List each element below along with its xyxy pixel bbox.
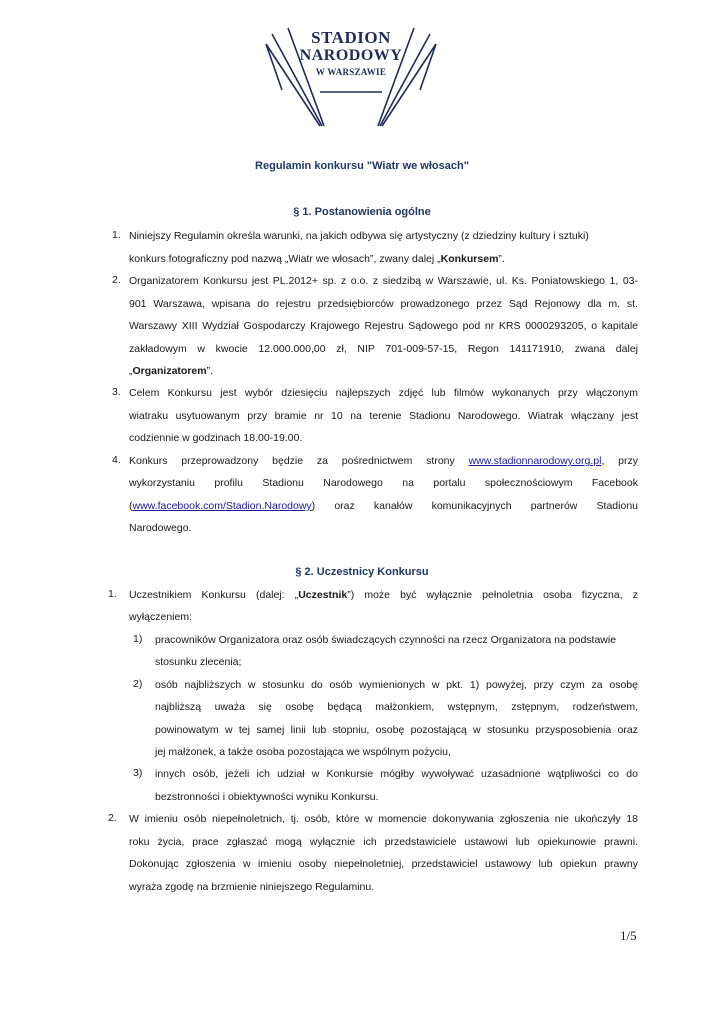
paragraph-line: stosunku zlecenia; — [155, 656, 242, 668]
paragraph-line: Narodowego. — [129, 522, 192, 534]
paragraph-line: Konkurs przeprowadzony będzie za pośrednictwem strony www.stadionnarodowy.org.pl, przy — [129, 455, 638, 467]
paragraph-line: Organizatorem Konkursu jest PL.2012+ sp. z o.o. z siedzibą w Warszawie, ul. Ks. Poniatowskiego 1, 03- — [129, 275, 638, 287]
paragraph-line: Uczestnikiem Konkursu (dalej: „Uczestnik”) może być wyłącznie pełnoletnia osoba fizyczna, z — [129, 589, 638, 601]
paragraph-line: wykorzystaniu profilu Stadionu Narodowego na portalu społecznościowym Facebook — [129, 477, 638, 489]
term-organizatorem: Organizatorem — [132, 365, 207, 377]
paragraph-line: powinowatym w tej samej linii lub stopniu, osobę pozostającą w stosunku przysposobienia oraz — [155, 724, 638, 736]
list-number: 1. — [108, 588, 117, 600]
paragraph-line: Niniejszy Regulamin określa warunki, na jakich odbywa się artystyczny (z dziedziny kultury i sztuki) — [129, 230, 589, 242]
term-konkursem: Konkursem — [440, 253, 499, 265]
paragraph-line: Warszawy XIII Wydział Gospodarczy Krajowego Rejestru Sądowego pod nr KRS 0000293205, o kapitale — [129, 320, 638, 332]
paragraph-line: wyłączeniem: — [129, 611, 193, 623]
paragraph-line: zakładowym w kwocie 12.000.000,00 zł, NIP 701-009-57-15, Regon 141171910, zwana dalej — [129, 343, 638, 355]
paragraph-line: (www.facebook.com/Stadion.Narodowy) oraz kanałów komunikacyjnych partnerów Stadionu — [129, 500, 638, 512]
term-uczestnik: Uczestnik — [298, 589, 348, 601]
stadion-narodowy-logo — [262, 22, 440, 130]
section-2-heading: § 2. Uczestnicy Konkursu — [295, 566, 429, 578]
paragraph-line: roku życia, prace zgłaszać mogą wyłącznie ich przedstawiciele ustawowi lub opiekunowie prawni. — [129, 836, 638, 848]
paragraph-line: osób najbliższych w stosunku do osób wymienionych w pkt. 1) powyżej, przy czym za osobę — [155, 679, 638, 691]
paragraph-line: bezstronności i obiektywności wyniku Konkursu. — [155, 791, 379, 803]
paragraph-line: codziennie w godzinach 18.00-19.00. — [129, 432, 303, 444]
paragraph-line: Celem Konkursu jest wybór dziesięciu najlepszych zdjęć lub filmów wykonanych przy włączonym — [129, 387, 638, 399]
document-title: Regulamin konkursu "Wiatr we włosach" — [255, 160, 469, 172]
sublist-number: 1) — [133, 633, 143, 645]
list-number: 3. — [112, 386, 121, 398]
logo-text-warszawie: W WARSZAWIE — [315, 67, 387, 77]
section-1-heading: § 1. Postanowienia ogólne — [293, 206, 431, 218]
logo-text-stadion: STADION — [311, 28, 391, 47]
list-number: 4. — [112, 454, 121, 466]
paragraph-line: wyraża zgodę na brzmienie niniejszego Regulaminu. — [129, 881, 375, 893]
page-number: 1/5 — [620, 928, 637, 943]
paragraph-line: wiatraku usytuowanym przy bramie nr 10 na terenie Stadionu Narodowego. Wiatrak włączany jest — [129, 410, 638, 422]
sublist-number: 3) — [133, 767, 143, 779]
paragraph-line: „Organizatorem”. — [129, 365, 214, 377]
paragraph-line: innych osób, jeżeli ich udział w Konkursie mógłby wywoływać uzasadnione wątpliwości co do — [155, 768, 638, 780]
paragraph-line: jej małżonek, a także osoba pozostająca we wspólnym pożyciu, — [155, 746, 451, 758]
paragraph-line: konkurs fotograficzny pod nazwą „Wiatr we włosach”, zwany dalej „Konkursem”. — [129, 253, 505, 265]
list-number: 1. — [112, 229, 121, 241]
facebook-link[interactable]: www.facebook.com/Stadion.Narodowy — [132, 500, 312, 512]
list-number: 2. — [112, 274, 121, 286]
paragraph-line: najbliższą uważa się osobę będącą małżonkiem, wstępnym, zstępnym, rodzeństwem, — [155, 701, 638, 713]
sublist-number: 2) — [133, 678, 143, 690]
stadion-website-link[interactable]: www.stadionnarodowy.org.pl — [468, 455, 602, 467]
paragraph-line: W imieniu osób niepełnoletnich, tj. osób, które w momencie dokonywania zgłoszenia nie ukończyły 18 — [129, 813, 638, 825]
paragraph-line: Dokonując zgłoszenia w imieniu osoby niepełnoletniej, przedstawiciel ustawowy lub opiekun prawny — [129, 858, 638, 870]
paragraph-line: pracowników Organizatora oraz osób świadczących czynności na rzecz Organizatora na podstawie — [155, 634, 617, 646]
list-number: 2. — [108, 812, 117, 824]
logo-text-narodowy: NARODOWY — [299, 47, 403, 64]
paragraph-line: 901 Warszawa, wpisana do rejestru przedsiębiorców prowadzonego przez Sąd Rejonowy dla m. st. — [129, 298, 638, 310]
